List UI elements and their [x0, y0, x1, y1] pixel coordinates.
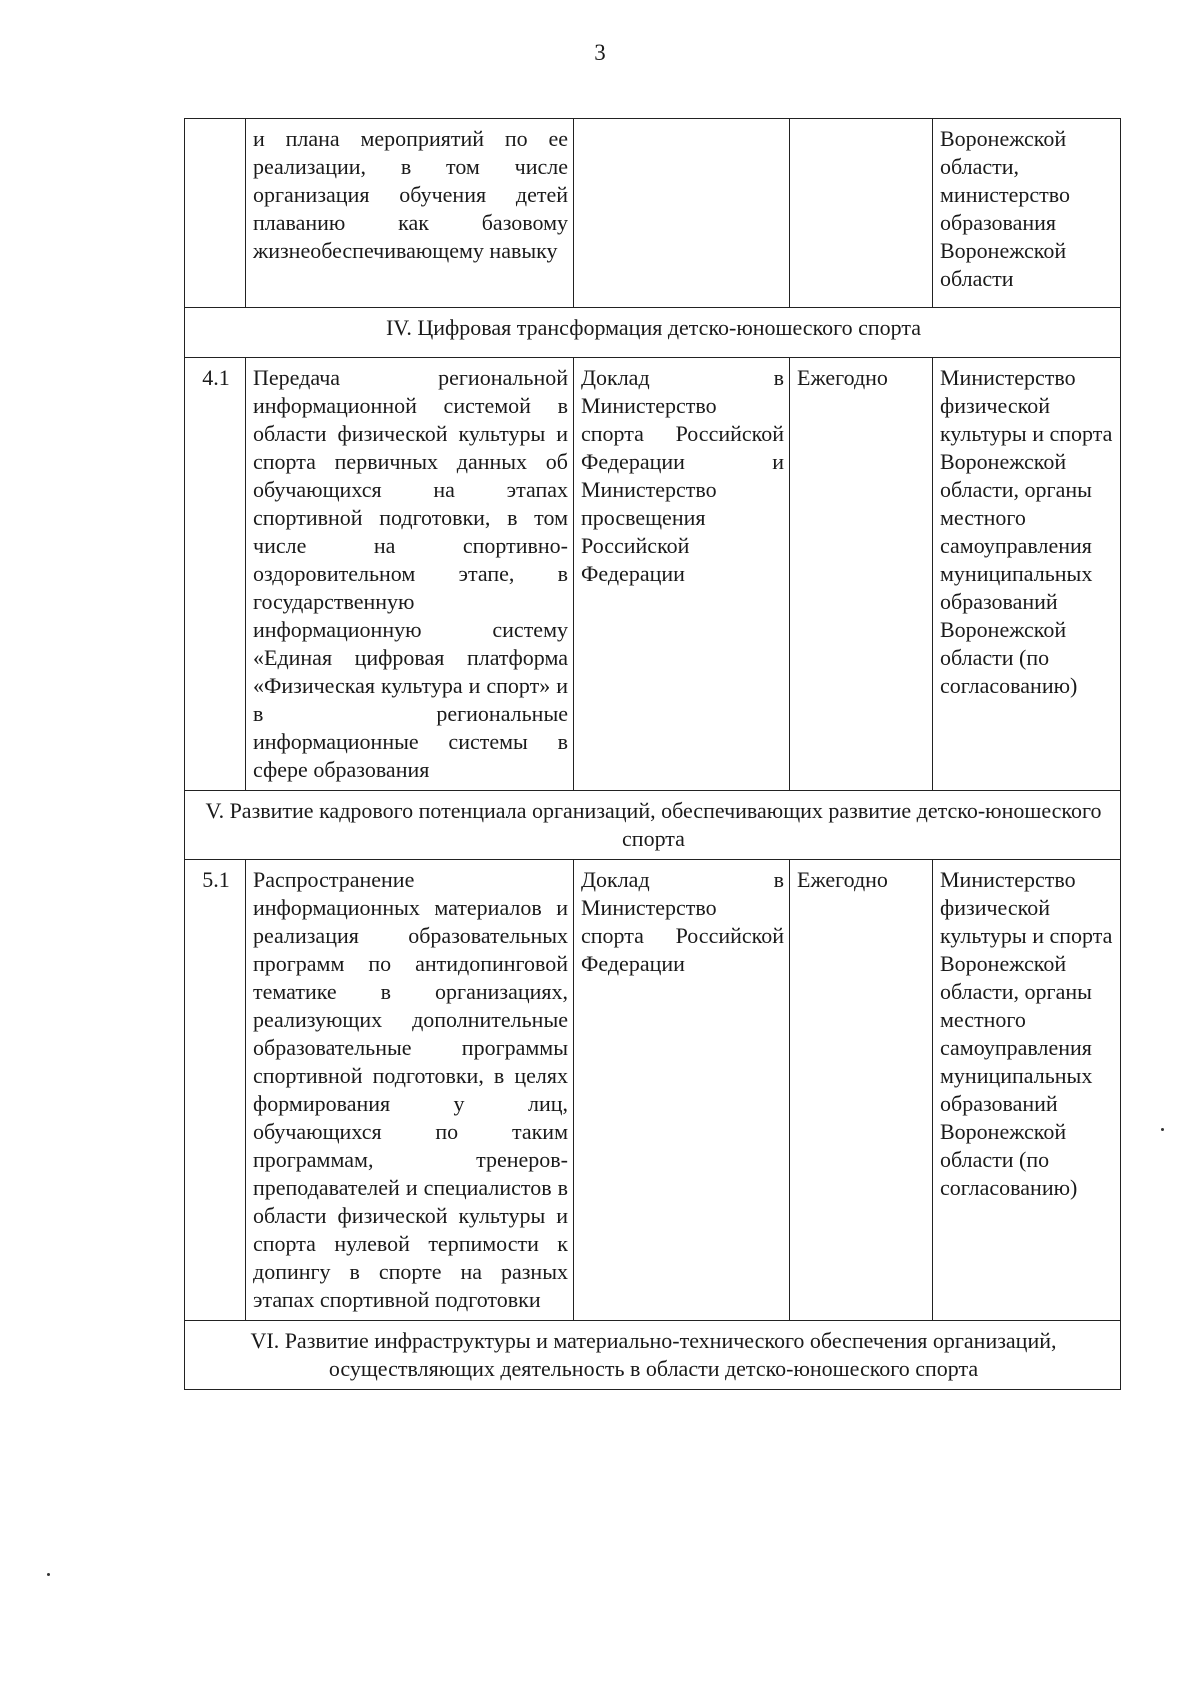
section-heading-row — [185, 1321, 1121, 1390]
section-heading-vi: VI. Развитие инфраструктуры и материально-технического обеспечения организаций, осуществляющих деятельность в области детско-юношеского спорта — [185, 1321, 1121, 1390]
page-number: 3 — [594, 40, 606, 65]
measure-name-cell: Распространение информационных материалов и реализация образовательных программ по антидопинговой тематике в организациях, реализующих дополнительные образовательные программы спортивной подготовки, в целях формирования у лиц, обучающихся по таким программам, тренеров-преподавателей и специалистов в области физической культуры и спорта нулевой терпимости к допингу в спорте на разных этапах спортивной подготовки — [246, 860, 574, 1321]
row-number-cell: 5.1 — [185, 860, 246, 1321]
section-heading-row — [185, 791, 1121, 860]
measure-name-cell: Передача региональной информационной системой в области физической культуры и спорта первичных данных об обучающихся на этапах спортивной подготовки, в том числе на спортивно-оздоровительном этапе, в государственную информационную систему «Единая цифровая платформа «Физическая культура и спорт» и в региональные информационные системы в сфере образования — [246, 358, 574, 791]
section-heading-v: V. Развитие кадрового потенциала организаций, обеспечивающих развитие детско-юношеского спорта — [185, 791, 1121, 860]
action-plan-table — [184, 118, 1121, 1390]
document-type-cell: Доклад в Министерство спорта Российской Федерации — [574, 860, 790, 1321]
responsible-cell: Министерство физической культуры и спорта Воронежской области, органы местного самоуправления муниципальных образований Воронежской области (по согласованию) — [933, 358, 1121, 791]
table-row — [185, 358, 1121, 791]
responsible-cell: Воронежской области, министерство образования Воронежской области — [933, 119, 1121, 308]
table-row — [185, 119, 1121, 308]
section-heading-row — [185, 308, 1121, 358]
document-type-cell: Доклад в Министерство спорта Российской Федерации и Министерство просвещения Российской Федерации — [574, 358, 790, 791]
scan-speck — [47, 1573, 50, 1576]
term-cell — [790, 119, 933, 308]
row-number-cell — [185, 119, 246, 308]
table-row — [185, 860, 1121, 1321]
term-cell: Ежегодно — [790, 860, 933, 1321]
scan-speck — [1161, 1128, 1164, 1131]
document-type-cell — [574, 119, 790, 308]
section-heading-iv: IV. Цифровая трансформация детско-юношеского спорта — [185, 308, 1121, 358]
measure-name-cell: и плана мероприятий по ее реализации, в том числе организация обучения детей плаванию как базовому жизнеобеспечивающему навыку — [246, 119, 574, 308]
responsible-cell: Министерство физической культуры и спорта Воронежской области, органы местного самоуправления муниципальных образований Воронежской области (по согласованию) — [933, 860, 1121, 1321]
term-cell: Ежегодно — [790, 358, 933, 791]
row-number-cell: 4.1 — [185, 358, 246, 791]
